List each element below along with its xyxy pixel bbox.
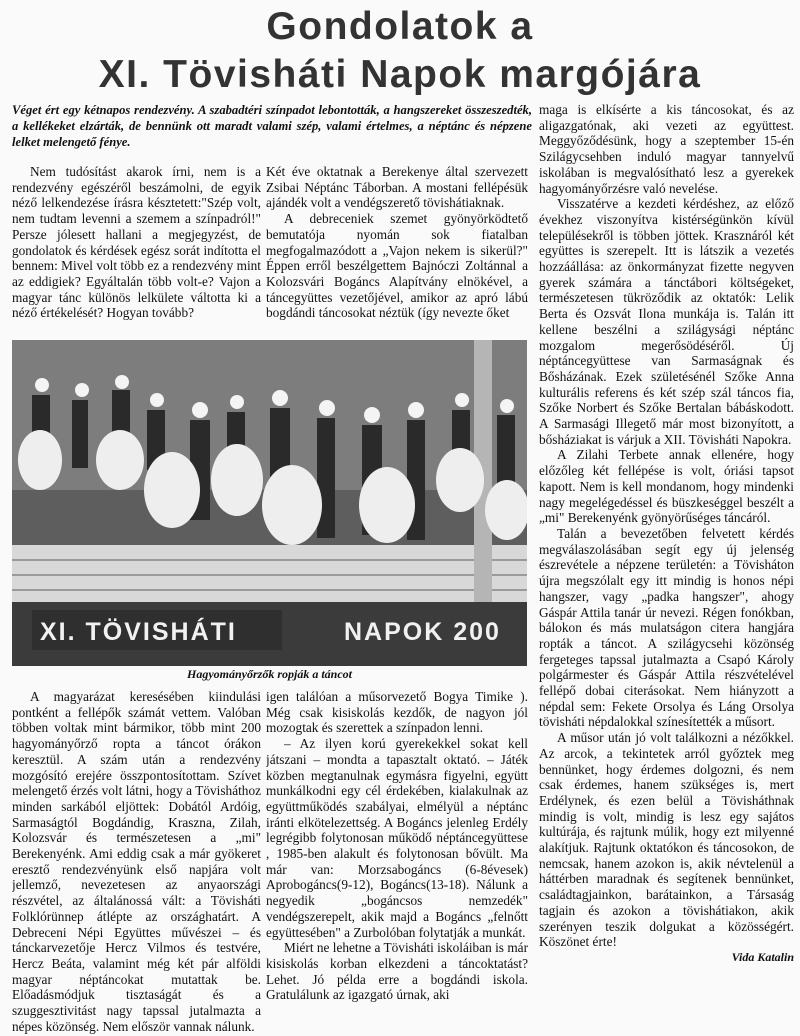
body-paragraph: Miért ne lehetne a Tövisháti iskoláiban is már kisiskolás korban elkezdeni a táncoktatást? Lehet. Jó példa erre a bogdándi iskola. Gratulálunk az igazgató úrnak, aki <box>266 940 528 1003</box>
dance-photo-image <box>12 340 527 666</box>
column-1-top <box>12 164 261 342</box>
body-paragraph: igen találóan a műsorvezető Bogya Timike ). Még csak kisiskolás kezdők, de nagyon jól mozogtak és szerettek a színpadon lenni. <box>266 689 528 736</box>
body-paragraph: – Az ilyen korú gyerekekkel sokat kell játszani – mondta a tapasztalt oktató. – Játék közben megtanulnak egymásra figyelni, együtt munkálkodni egy cél érdekében, kialakulnak az együttműködés szabályai, elmélyül a néptánc iránti elkötelezettség. A Bogáncs jelenleg Erdély legrégibb folytonosan működő néptáncegyüttese , 1985-ben alakult és folytonosan bővült. Ma már van: Morzsabogáncs (6-8évesek) Aprobogáncs(9-12), Bogáncs(13-18). Nálunk a negyedik „bogáncsos nemzedék" vendégszerepelt, akik majd a Bogáncs „felnőtt együttesében" a Zurbolóban folytatják a munkát. <box>266 736 528 940</box>
dance-photo <box>12 340 527 666</box>
body-paragraph: A Zilahi Terbete annak ellenére, hogy előzőleg két fellépése is volt, óriási tapsot kapott. Nem is kell mondanom, hogy mindenki nagy megelégedéssel és büszkeséggel beszélt a „mi" Berekenyénk gyönyörűséges táncáról. <box>539 447 794 526</box>
column-2-bottom <box>266 689 528 1036</box>
body-paragraph: A műsor után jó volt találkozni a nézőkkel. Az arcok, a tekintetek arról győztek meg bennünket, hogy érdemes dolgozni, és nem csak érdemes, hanem szükséges is, mert Erdélynek, és ezen belül a Tövisháthnak mindig is volt, mindig is lesz egy sajátos kultúrája, és rajtunk múlik, hogy ezt milyenné alakítjuk. Rajtunk oktatókon és táncosokon, de nemcsak, hanem azokon is, akik névtelenül a háttérben maradnak és segítenek bennünket, családtagjainkon, barátainkon, a Társaság tagjain és azokon a tövishátiakon, akik szerényen teszik dolgukat a közösségért. Köszönet érte! <box>539 730 794 950</box>
column-1-bottom <box>12 689 261 1036</box>
banner-left-text: XI. TÖVISHÁTI <box>40 618 237 646</box>
body-paragraph: Nem tudósítást akarok írni, nem is a rendezvény egészéről beszámolni, de egyik néző lelkendezése írásra késztetett:"Szép volt, nem tudtam levenni a szemem a színpadról!" Persze jólesett hallani a megjegyzést, de gondolatok és kérdések egész sorát indította el bennem: Mivel volt több ez a rendezvény mint az eddigiek? Egyáltalán több volt-e? Vajon a magyar tánc különös lelkülete váltotta ki a néző értékelését? Hogyan tovább? <box>12 164 261 321</box>
banner-right-text: NAPOK 200 <box>344 618 501 646</box>
body-paragraph: A debreceniek szemet gyönyörködtető bemutatója nyomán sok fiatalban megfogalmazódott a „Vajon nekem is sikerül?" Éppen erről beszélgettem Bajnóczi Zoltánnal a Kolozsvári Bogáncs Alapítvány elnökével, a táncegyüttes vezetőjével, amikor az apró lábú bogdándi táncosokat néztük (így nevezte őket <box>266 211 528 321</box>
author-signature: Vida Katalin <box>731 949 794 964</box>
body-paragraph: A magyarázat keresésében kiindulási pontként a fellépők számát vettem. Valóban többen voltak mint bármikor, több mint 200 hagyományőrző ropta a táncot órákon keresztül. A szám után a rendezvény mozgósító erejére összpontosítottam. Szívet melengető érzés volt látni, hogy a Tövisháthoz minden sarkából eljöttek: Dobától Ardóig, Sarmaságtól Bogdándig, Kraszna, Zilah, Kolozsvár és természetesen a „mi" Berekenyénk. Ami eddig csak a már gyökeret eresztő rendezvényünk első napjára volt jellemző, nevezetesen az anyaországi részvétel, az általánossá vált: a Tövisháti Folklórünnep átlépte az országhatárt. A Debreceni Népi Együttes művészei – és tánckarvezetője Hercz Vilmos és testvére, Hercz Beáta, valamint még két pár alföldi magyar néptáncokat mutattak be. Előadásmódjuk tisztaságát és a szuggesztivitást nagy tapssal jutalmazta a népes közönség. Nem először vannak nálunk. <box>12 689 261 1034</box>
headline-line-2: XI. Tövisháti Napok margójára <box>98 53 702 96</box>
body-paragraph: Talán a bevezetőben felvetett kérdés megválaszolásában segít egy új jelenség észrevétele a népzene területén: a Tövisháton újra megszólalt egy itt mindig is honos népi hangszer, vagy „padka hangszer", ahogy Gáspár Attila tanár úr nevezi. Régen fonókban, bálokon és más mulatságon citera hangjára ropták a táncot. A szilágycsehi közönség fergeteges tapssal jutalmazta a Csapó Károly polgármester és Gáspár Attila részvételével fellépő dobai citerásokat. Nem hiányzott a népdal sem: Fekete Orsolya és Láng Orsolya tövisháti népdalokkal színesítették a műsort. <box>539 525 794 730</box>
headline-line-1: Gondolatok a <box>266 5 534 48</box>
body-paragraph: maga is elkísérte a kis táncosokat, és az aligazgatónak, aki vezeti az együttest. Meggyőződésünk, hogy a szeptember 15-én Szilágycsehben induló magyar tannyelvű iskolában is megvalósítható lesz a gyerekek hagyományőrzésre való nevelése. <box>539 102 794 196</box>
column-3 <box>539 102 794 1036</box>
body-paragraph: Két éve oktatnak a Berekenye által szervezett Zsibai Néptánc Táborban. A mostani fellépésük ajándék volt a vendégszerető tövishátiaknak. <box>266 164 528 211</box>
body-paragraph: Visszatérve a kezdeti kérdéshez, az előző évekhez viszonyítva kistérségünkön kívül településekről is többen jöttek. Krasznáról két együttes is szerepelt. Itt is látszik a vezetés hozzáállása: az önkormányzat fizette negyven gyerek számára a tánctábori költségeket, természetesen tükröződik az oktatók: Lelik Berta és Ozsvát Ilona munkája is. Talán itt kellene beszélni a szilágysági néptánc mozgalom megerősödéséről. Új néptáncegyüttese van Sarmaságnak és Bősházának. Ezek születésénél Szőke Anna kulturális referens és két szép szál táncos fia, Szőke Norbert és Szőke Bertalan bábáskodott. A Sarmasági Illegető már most bizonyított, a bősháziakat is várjuk a XII. Tövisháti Napokra. <box>539 196 794 447</box>
photo-caption: Hagyományőrzők ropják a táncot <box>186 667 352 681</box>
column-2-top <box>266 164 528 342</box>
lead-paragraph: Véget ért egy kétnapos rendezvény. A szabadtéri színpadot lebontották, a hangszereket összeszedték, a kellékeket elzárták, de bennünk ott maradt valami szép, valami értelmes, a néptánc és népzene lelket melengető fénye. <box>12 103 532 149</box>
